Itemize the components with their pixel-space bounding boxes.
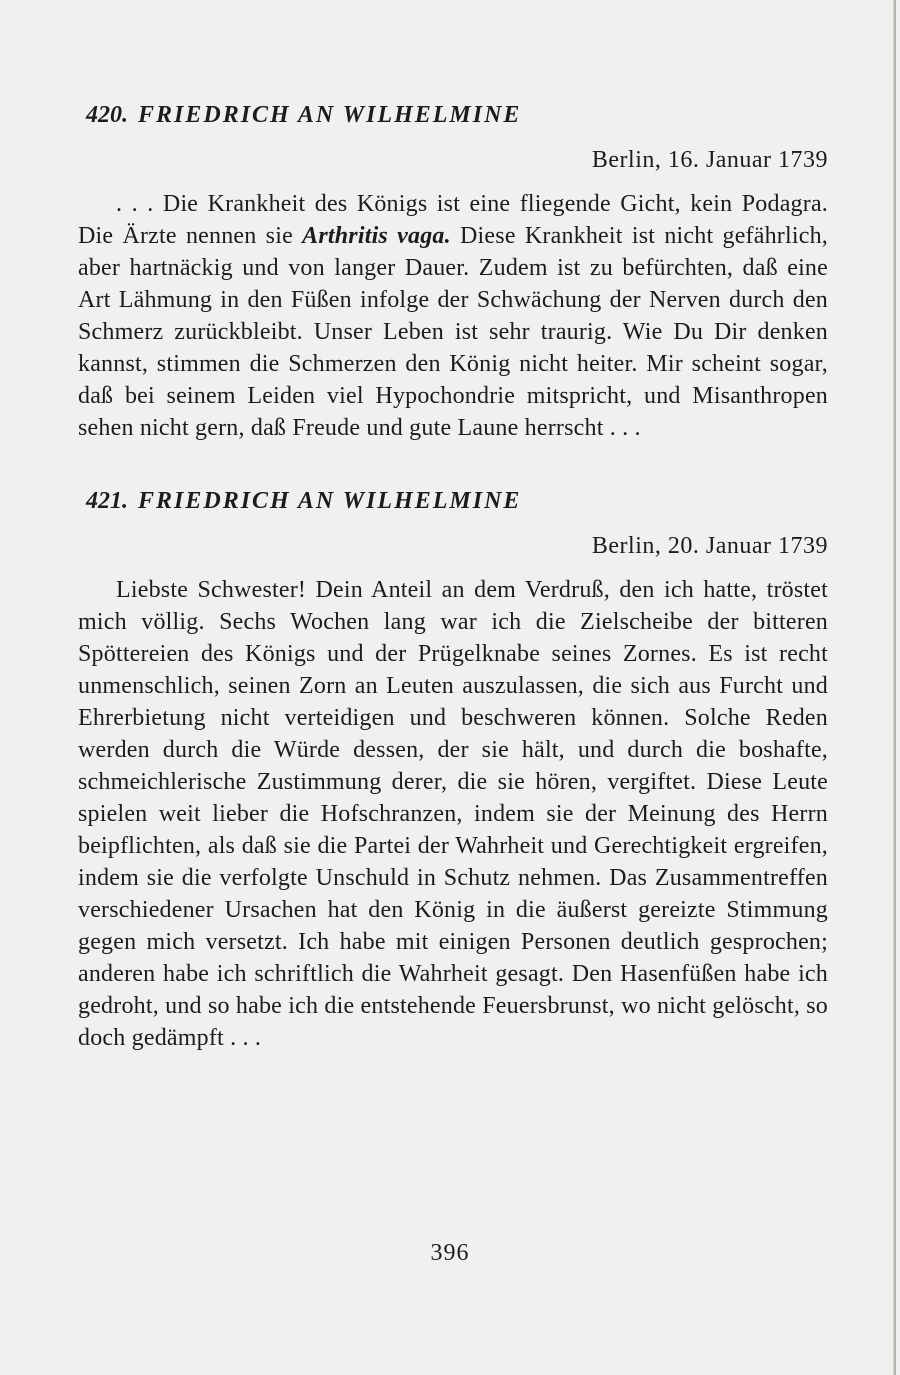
dateline: Berlin, 16. Januar 1739 [591,147,828,173]
letter-body [78,574,828,1054]
letter-421 [78,486,828,1054]
letter-number: 420. [86,102,128,128]
letter-420 [78,100,828,444]
letter-title: FRIEDRICH AN WILHELMINE [138,102,522,128]
body-text: . . . Die Krankheit des Königs ist eine fliegende Gicht, kein Podagra. Die Ärzte nennen sie [78,191,828,249]
page-edge [893,0,896,1375]
page-number: 396 [430,1240,470,1266]
letter-title: FRIEDRICH AN WILHELMINE [138,488,522,514]
dateline: Berlin, 20. Januar 1739 [591,533,828,559]
body-text: Liebste Schwester! Dein Anteil an dem Verdruß, den ich hatte, tröstet mich völlig. Sechs Wochen lang war ich die Zielscheibe der bitteren Spöttereien des Königs und der Prügelknabe seines Zornes. Es ist recht unmenschlich, seinen Zorn an Leuten auszulassen, die sich aus Furcht und Ehrerbietung nicht verteidigen und beschweren können. Solche Reden werden durch die Würde dessen, der sie hält, und durch die boshafte, schmeichlerische Zustimmung derer, die sie hören, vergiftet. Diese Leute spielen weit lieber die Hofschranzen, indem sie der Meinung des Herrn beipflichten, als daß sie die Partei der Wahrheit und Gerechtigkeit ergreifen, indem sie die verfolgte Unschuld in Schutz nehmen. Das Zusammentreffen verschiedener Ursachen hat den König in die äußerst gereizte Stimmung gegen mich versetzt. Ich habe mit einigen Personen deutlich gesprochen; anderen habe ich schriftlich die Wahrheit gesagt. Den Hasenfüßen habe ich gedroht, und so habe ich die entstehende Feuersbrunst, wo nicht gelöscht, so doch gedämpft . . . [78,577,828,1051]
letter-body [78,188,828,444]
book-page [78,100,828,1054]
letter-number: 421. [86,488,128,514]
body-text-continued: Diese Krankheit ist nicht gefährlich, aber hartnäckig und von langer Dauer. Zudem ist zu befürchten, daß eine Art Lähmung in den Füßen infolge der Schwächung der Nerven durch den Schmerz zurückbleibt. Unser Leben ist sehr traurig. Wie Du Dir denken kannst, stimmen die Schmerzen den König nicht heiter. Mir scheint sogar, daß bei seinem Leiden viel Hypochondrie mitspricht, und Misanthropen sehen nicht gern, daß Freude und gute Laune herrscht . . . [78,223,828,441]
letter-heading [86,486,828,516]
emphasis-text: Arthritis vaga. [302,223,451,249]
letter-heading [86,100,828,130]
